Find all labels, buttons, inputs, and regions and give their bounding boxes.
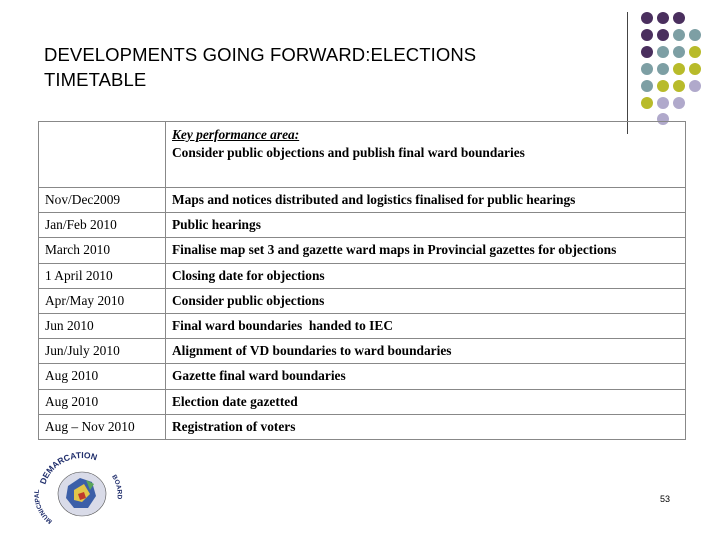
dot-decoration xyxy=(673,12,685,24)
date-cell: Nov/Dec2009 xyxy=(39,188,166,213)
elections-timetable xyxy=(38,121,686,440)
page-number: 53 xyxy=(660,494,671,504)
dot-decoration xyxy=(689,46,701,58)
dot-decoration xyxy=(641,80,653,92)
table-row xyxy=(39,364,686,389)
date-cell: Jun/July 2010 xyxy=(39,339,166,364)
activity-cell: Registration of voters xyxy=(166,414,686,439)
dot-decoration xyxy=(673,80,685,92)
table-header-row xyxy=(39,122,686,188)
header-empty-cell xyxy=(39,122,166,188)
dot-decoration xyxy=(657,46,669,58)
table-row xyxy=(39,339,686,364)
dot-decoration xyxy=(689,63,701,75)
table-row xyxy=(39,288,686,313)
dot-decoration xyxy=(657,12,669,24)
seal-text-left: MUNICIPAL xyxy=(33,489,54,525)
demarcation-board-logo xyxy=(32,450,132,530)
activity-cell: Consider public objections xyxy=(166,288,686,313)
table-row xyxy=(39,188,686,213)
table-row xyxy=(39,238,686,263)
table-row xyxy=(39,263,686,288)
dot-decoration xyxy=(673,46,685,58)
dot-decoration xyxy=(689,80,701,92)
date-cell: Aug 2010 xyxy=(39,364,166,389)
date-cell: Jun 2010 xyxy=(39,313,166,338)
dot-decoration xyxy=(641,46,653,58)
dot-decoration xyxy=(657,63,669,75)
decorative-divider xyxy=(627,12,628,134)
seal-text-top: DEMARCATION xyxy=(37,450,99,486)
dot-decoration xyxy=(641,97,653,109)
table-row xyxy=(39,414,686,439)
title-line-1: DEVELOPMENTS GOING FORWARD:ELECTIONS xyxy=(44,44,477,65)
dot-decoration xyxy=(689,29,701,41)
date-cell: Jan/Feb 2010 xyxy=(39,213,166,238)
dot-decoration xyxy=(641,63,653,75)
seal-text-right: BOARD xyxy=(110,473,123,500)
activity-cell: Closing date for objections xyxy=(166,263,686,288)
activity-cell: Gazette final ward boundaries xyxy=(166,364,686,389)
dot-decoration xyxy=(673,63,685,75)
dot-decoration xyxy=(673,97,685,109)
date-cell: Aug 2010 xyxy=(39,389,166,414)
activity-cell: Finalise map set 3 and gazette ward maps in Provincial gazettes for objections xyxy=(166,238,686,263)
dot-decoration xyxy=(641,29,653,41)
slide-title xyxy=(44,42,604,92)
date-cell: March 2010 xyxy=(39,238,166,263)
activity-cell: Maps and notices distributed and logistics finalised for public hearings xyxy=(166,188,686,213)
activity-cell: Alignment of VD boundaries to ward boundaries xyxy=(166,339,686,364)
dot-decoration xyxy=(657,80,669,92)
kpa-cell xyxy=(166,122,686,188)
dot-decoration xyxy=(641,12,653,24)
dot-decoration xyxy=(657,97,669,109)
date-cell: 1 April 2010 xyxy=(39,263,166,288)
table-row xyxy=(39,389,686,414)
activity-cell: Final ward boundaries handed to IEC xyxy=(166,313,686,338)
table-row xyxy=(39,213,686,238)
kpa-description: Consider public objections and publish final ward boundaries xyxy=(172,145,525,160)
activity-cell: Election date gazetted xyxy=(166,389,686,414)
kpa-label: Key performance area: xyxy=(172,127,300,142)
dot-decoration xyxy=(673,29,685,41)
title-line-2: TIMETABLE xyxy=(44,69,147,90)
dot-decoration xyxy=(657,29,669,41)
date-cell: Apr/May 2010 xyxy=(39,288,166,313)
date-cell: Aug – Nov 2010 xyxy=(39,414,166,439)
activity-cell: Public hearings xyxy=(166,213,686,238)
table-row xyxy=(39,313,686,338)
